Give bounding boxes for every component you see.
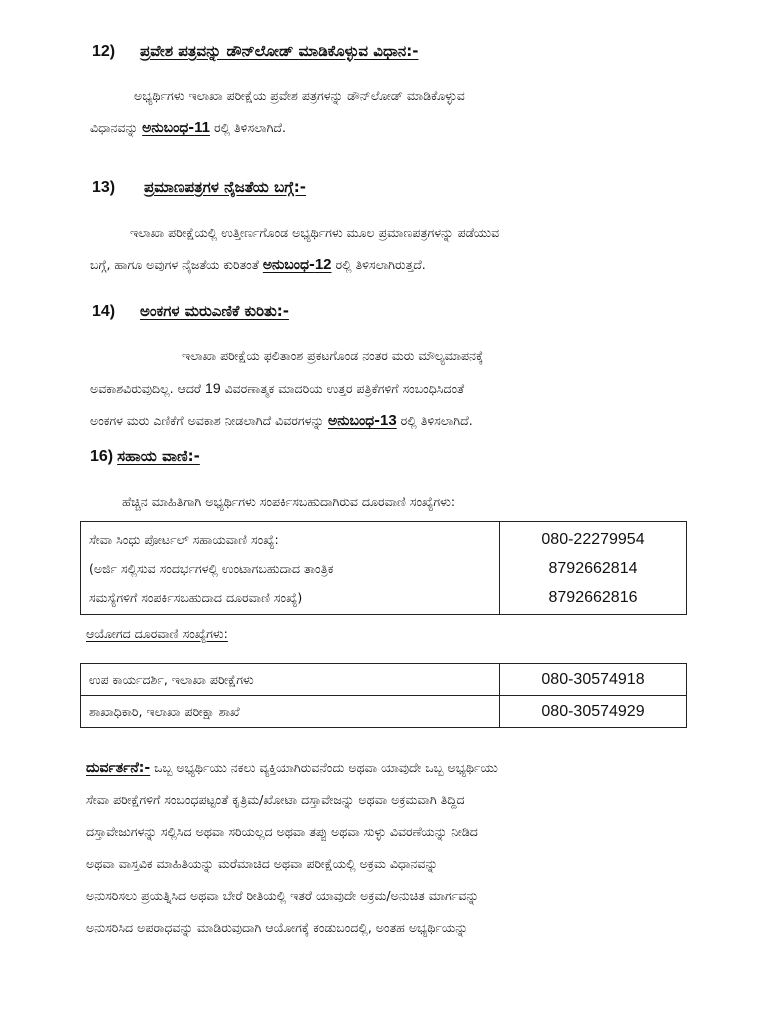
section-number: 16): [90, 448, 114, 465]
phone-number: 080-30574929: [500, 696, 687, 728]
phone-number: 080-22279954: [541, 530, 645, 548]
para-line: ಅನುಸರಿಸಲು ಪ್ರಯತ್ನಿಸಿದ ಅಥವಾ ಬೇರೆ ರೀತಿಯಲ್ಲಿ ಇತರೆ ಯಾವುದೇ ಅಕ್ರಮ/ಅನುಚಿತ ಮಾರ್ಗವನ್ನು: [86, 888, 479, 903]
section-13-body: [90, 217, 670, 281]
para-line: ಇಲಾಖಾ ಪರೀಕ್ಷೆಯ ಫಲಿತಾಂಶ ಪ್ರಕಟಗೊಂಡ ನಂತರ ಮರು ಮೌಲ್ಯಮಾಪನಕ್ಕೆ: [182, 348, 484, 363]
section-number: 13): [92, 179, 116, 196]
para-line: ಒಬ್ಬ ಅಭ್ಯರ್ಥಿಯು ನಕಲು ವ್ಯಕ್ತಿಯಾಗಿರುವನೆಂದು ಅಥವಾ ಯಾವುದೇ ಒಬ್ಬ ಅಭ್ಯರ್ಥಿಯು: [154, 760, 498, 775]
section-title: ಅಂಕಗಳ ಮರುಎಣಿಕೆ ಕುರಿತು:-: [140, 302, 289, 320]
section-title: ಸಹಾಯ ವಾಣಿ:-: [117, 447, 200, 465]
table-row: [81, 664, 687, 696]
cell-line: ಸೇವಾ ಸಿಂಧು ಪೋರ್ಟಲ್ ಸಹಾಯವಾಣಿ ಸಂಖ್ಯೆ:: [89, 531, 279, 547]
helpline-intro: ಹೆಚ್ಚಿನ ಮಾಹಿತಿಗಾಗಿ ಅಭ್ಯರ್ಥಿಗಳು ಸಂಪರ್ಕಿಸಬಹುದಾಗಿರುವ ದೂರವಾಣಿ ಸಂಖ್ಯೆಗಳು:: [122, 494, 456, 509]
para-line: ರಲ್ಲಿ ತಿಳಿಸಲಾಗಿದೆ.: [400, 413, 473, 428]
cell-line: (ಅರ್ಜಿ ಸಲ್ಲಿಸುವ ಸಂದರ್ಭಗಳಲ್ಲಿ ಉಂಟಾಗಬಹುದಾದ ತಾಂತ್ರಿಕ: [89, 560, 334, 576]
section-number: 12): [92, 43, 116, 60]
para-line: ಬಗ್ಗೆ, ಹಾಗೂ ಅವುಗಳ ನೈಜತೆಯ ಕುರಿತಂತೆ: [90, 257, 259, 272]
para-line: ಸೇವಾ ಪರೀಕ್ಷೆಗಳಿಗೆ ಸಂಬಂಧಪಟ್ಟಂತೆ ಕೃತ್ರಿಮ/ಖೋಟಾ ದಸ್ತಾವೇಜನ್ನು ಅಥವಾ ಅಕ್ರಮವಾಗಿ ತಿದ್ದಿದ: [86, 792, 465, 807]
annexure-ref: ಅನುಬಂಧ-11: [142, 119, 210, 136]
para-line: ಅನುಸರಿಸಿದ ಅಪರಾಧವನ್ನು ಮಾಡಿರುವುದಾಗಿ ಆಯೋಗಕ್ಕೆ ಕಂಡುಬಂದಲ್ಲಿ, ಅಂತಹ ಅಭ್ಯರ್ಥಿಯನ್ನು: [86, 920, 468, 935]
para-line: ಅಭ್ಯರ್ಥಿಗಳು ಇಲಾಖಾ ಪರೀಕ್ಷೆಯ ಪ್ರವೇಶ ಪತ್ರಗಳನ್ನು ಡೌನ್‌ಲೋಡ್ ಮಾಡಿಕೊಳ್ಳುವ: [134, 88, 465, 103]
commission-heading: ಆಯೋಗದ ದೂರವಾಣಿ ಸಂಖ್ಯೆಗಳು:: [86, 626, 228, 641]
para-line: ರಲ್ಲಿ ತಿಳಿಸಲಾಗಿದೆ.: [213, 120, 286, 135]
annexure-ref: ಅನುಬಂಧ-13: [328, 412, 397, 429]
section-13-heading: [92, 178, 306, 197]
designation-cell: ಉಪ ಕಾರ್ಯದರ್ಶಿ, ಇಲಾಖಾ ಪರೀಕ್ಷೆಗಳು: [81, 664, 500, 696]
helpline-description-cell: [81, 522, 500, 615]
phone-number: 080-30574918: [500, 664, 687, 696]
para-line: ಅಂಕಗಳ ಮರು ಎಣಿಕೆಗೆ ಅವಕಾಶ ನೀಡಲಾಗಿದೆ ವಿವರಗಳನ್ನು: [90, 413, 325, 428]
para-line: ವಿಧಾನವನ್ನು: [90, 120, 139, 135]
section-title: ಪ್ರಮಾಣಪತ್ರಗಳ ನೈಜತೆಯ ಬಗ್ಗೆ:-: [144, 178, 307, 196]
table-row: [81, 696, 687, 728]
section-14-heading: [92, 302, 289, 321]
para-line: ಇಲಾಖಾ ಪರೀಕ್ಷೆಯಲ್ಲಿ ಉತ್ತೀರ್ಣಗೊಂಡ ಅಭ್ಯರ್ಥಿಗಳು ಮೂಲ ಪ್ರಮಾಣಪತ್ರಗಳನ್ನು ಪಡೆಯುವ: [130, 225, 500, 240]
helpline-table: [80, 521, 687, 615]
commission-table: [80, 663, 687, 728]
para-line: ದಸ್ತಾವೇಜುಗಳನ್ನು ಸಲ್ಲಿಸಿದ ಅಥವಾ ಸರಿಯಲ್ಲದ ಅಥವಾ ತಪ್ಪು ಅಥವಾ ಸುಳ್ಳು ವಿವರಣೆಯನ್ನು ನೀಡಿದ: [86, 824, 478, 839]
phone-number: 8792662814: [548, 559, 638, 577]
section-12-heading: [92, 42, 419, 61]
section-title: ಪ್ರವೇಶ ಪತ್ರವನ್ನು ಡೌನ್‌ಲೋಡ್ ಮಾಡಿಕೊಳ್ಳುವ ವಿಧಾನ:-: [140, 42, 419, 60]
misconduct-paragraph: [86, 752, 684, 944]
number-value: 19: [205, 380, 221, 396]
section-12-body: [90, 80, 670, 144]
cell-line: ಸಮಸ್ಯೆಗಳಿಗೆ ಸಂಪರ್ಕಿಸಬಹುದಾದ ದೂರವಾಣಿ ಸಂಖ್ಯೆ): [89, 589, 303, 605]
section-16-heading: [90, 447, 200, 466]
para-line: ರಲ್ಲಿ ತಿಳಿಸಲಾಗಿರುತ್ತದೆ.: [335, 257, 426, 272]
section-number: 14): [92, 303, 116, 320]
para-line: ಅಥವಾ ವಾಸ್ತವಿಕ ಮಾಹಿತಿಯನ್ನು ಮರೆಮಾಚಿದ ಅಥವಾ ಪರೀಕ್ಷೆಯಲ್ಲಿ ಅಕ್ರಮ ವಿಧಾನವನ್ನು: [86, 856, 438, 871]
para-line: ವಿವರಣಾತ್ಮಕ ಮಾದರಿಯ ಉತ್ತರ ಪತ್ರಿಕೆಗಳಿಗೆ ಸಂಬಂಧಿಸಿದಂತೆ: [224, 381, 465, 396]
helpline-phone-cell: [500, 522, 687, 615]
para-line: ಅವಕಾಶವಿರುವುದಿಲ್ಲ. ಆದರೆ: [90, 381, 202, 396]
designation-cell: ಶಾಖಾಧಿಕಾರಿ, ಇಲಾಖಾ ಪರೀಕ್ಷಾ ಶಾಖೆ: [81, 696, 500, 728]
annexure-ref: ಅನುಬಂಧ-12: [262, 256, 332, 273]
misconduct-heading: ದುರ್ವರ್ತನೆ:-: [86, 760, 151, 776]
phone-number: 8792662816: [548, 588, 638, 606]
section-14-body: [90, 340, 670, 437]
table-row: [81, 522, 687, 615]
